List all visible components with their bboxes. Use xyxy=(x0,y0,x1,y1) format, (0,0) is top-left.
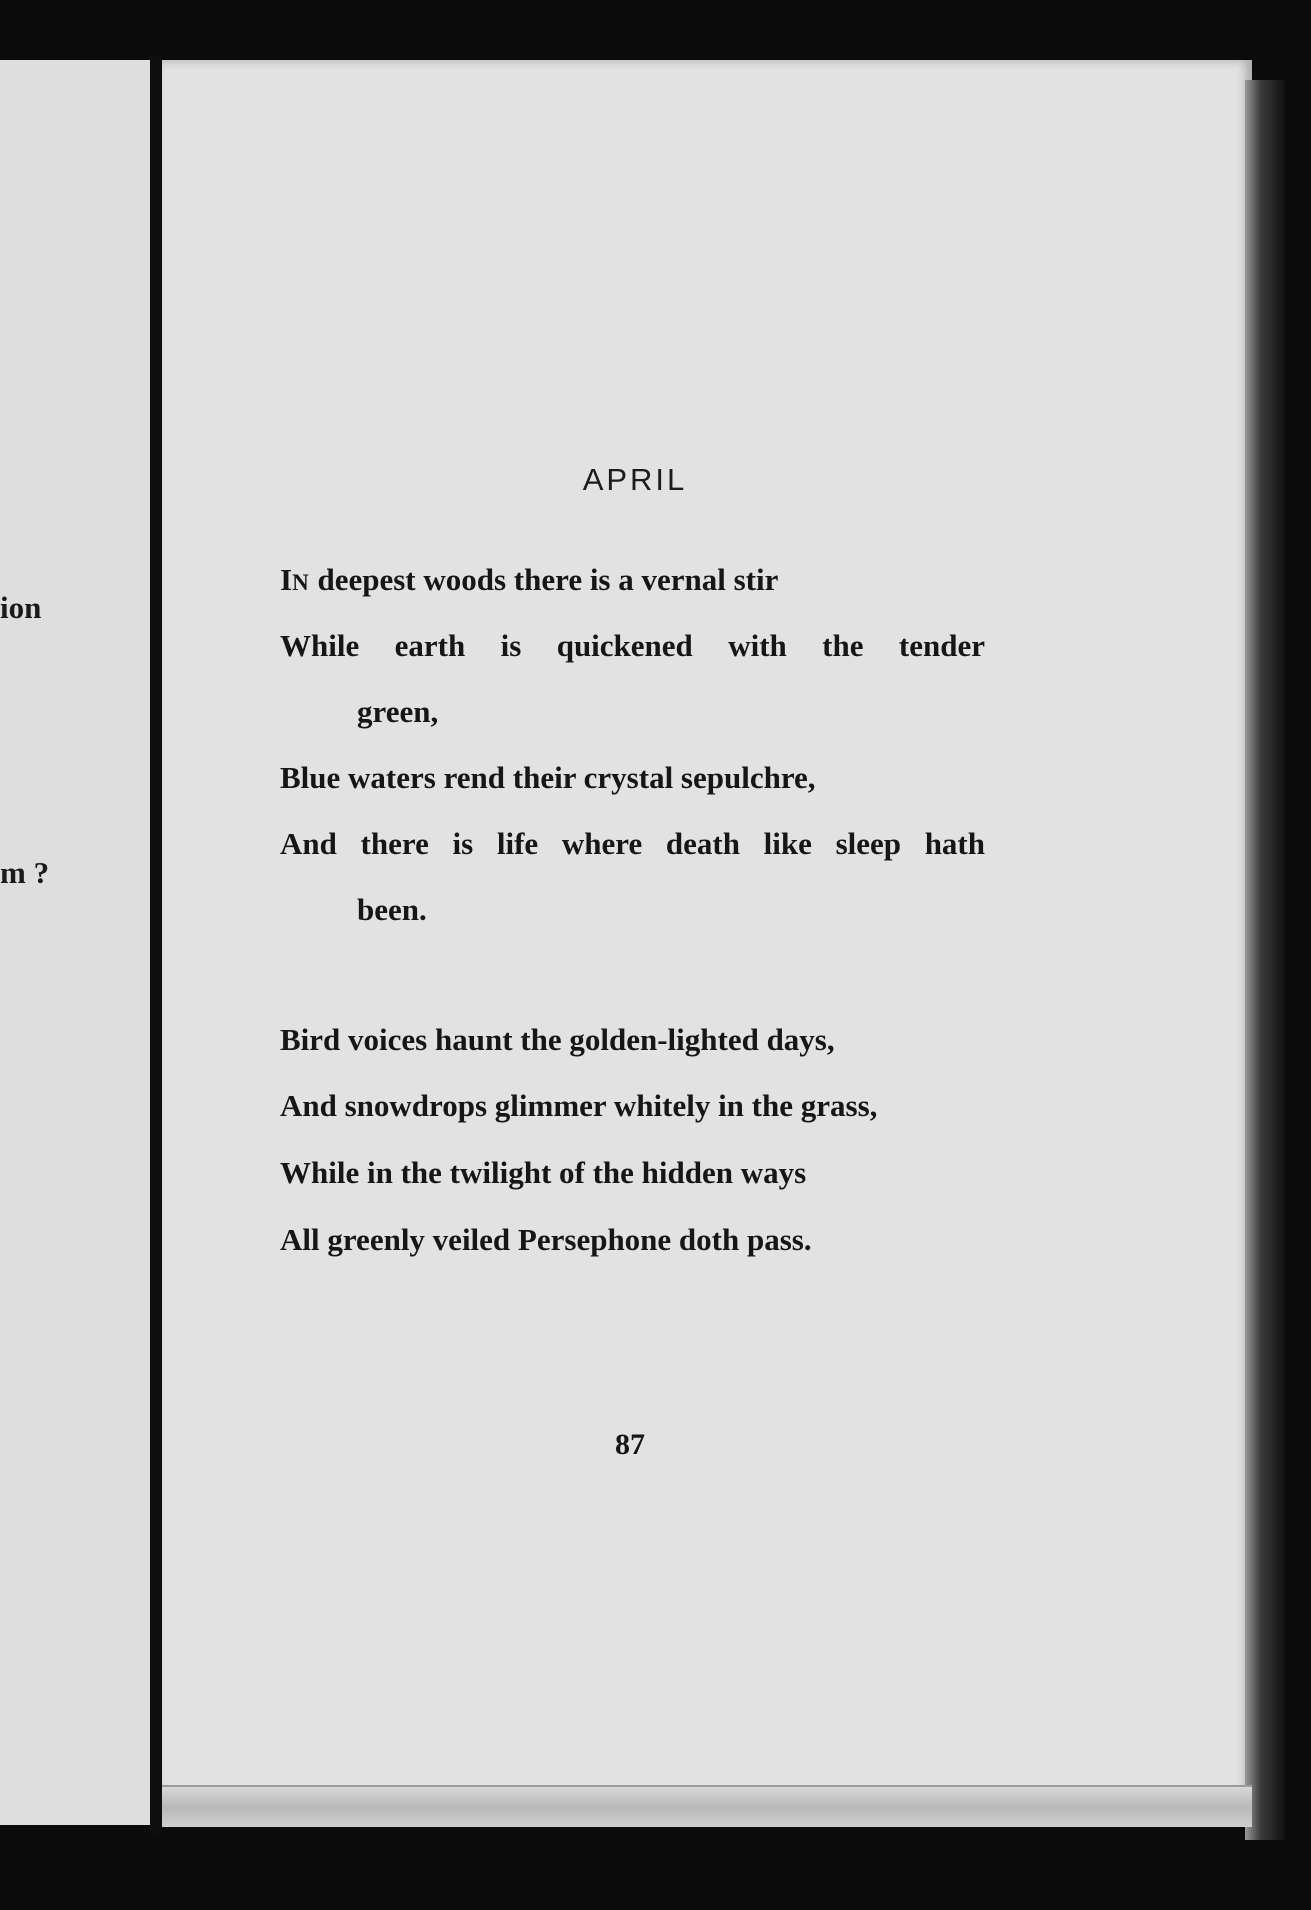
poem-line xyxy=(280,562,778,598)
poem-line: And snowdrops glimmer whitely in the grass, xyxy=(280,1088,878,1123)
book-page xyxy=(162,60,1252,1820)
left-page-text-fragment: m ? xyxy=(0,855,50,890)
small-caps: N xyxy=(292,570,310,595)
poem-line: All greenly veiled Persephone doth pass. xyxy=(280,1222,812,1257)
previous-page-fragment xyxy=(0,60,150,1825)
poem-line: green, xyxy=(357,694,439,729)
drop-cap: I xyxy=(280,562,293,597)
poem-line: Bird voices haunt the golden-lighted days, xyxy=(280,1022,835,1057)
poem-line: been. xyxy=(357,892,427,927)
left-page-text-fragment: ion xyxy=(0,590,42,625)
poem-line: While in the twilight of the hidden ways xyxy=(280,1155,807,1190)
poem-line: And there is life where death like sleep hath xyxy=(280,826,985,861)
page-edge xyxy=(1245,80,1285,1840)
poem-title: APRIL xyxy=(582,462,688,497)
page-number: 87 xyxy=(615,1428,645,1461)
book-spine xyxy=(150,55,162,1835)
poem-line: While earth is quickened with the tender xyxy=(280,628,985,663)
poem-line: Blue waters rend their crystal sepulchre, xyxy=(280,760,816,795)
page-bottom-edge xyxy=(162,1785,1252,1827)
poem-line-text: deepest woods there is a vernal stir xyxy=(309,562,779,597)
